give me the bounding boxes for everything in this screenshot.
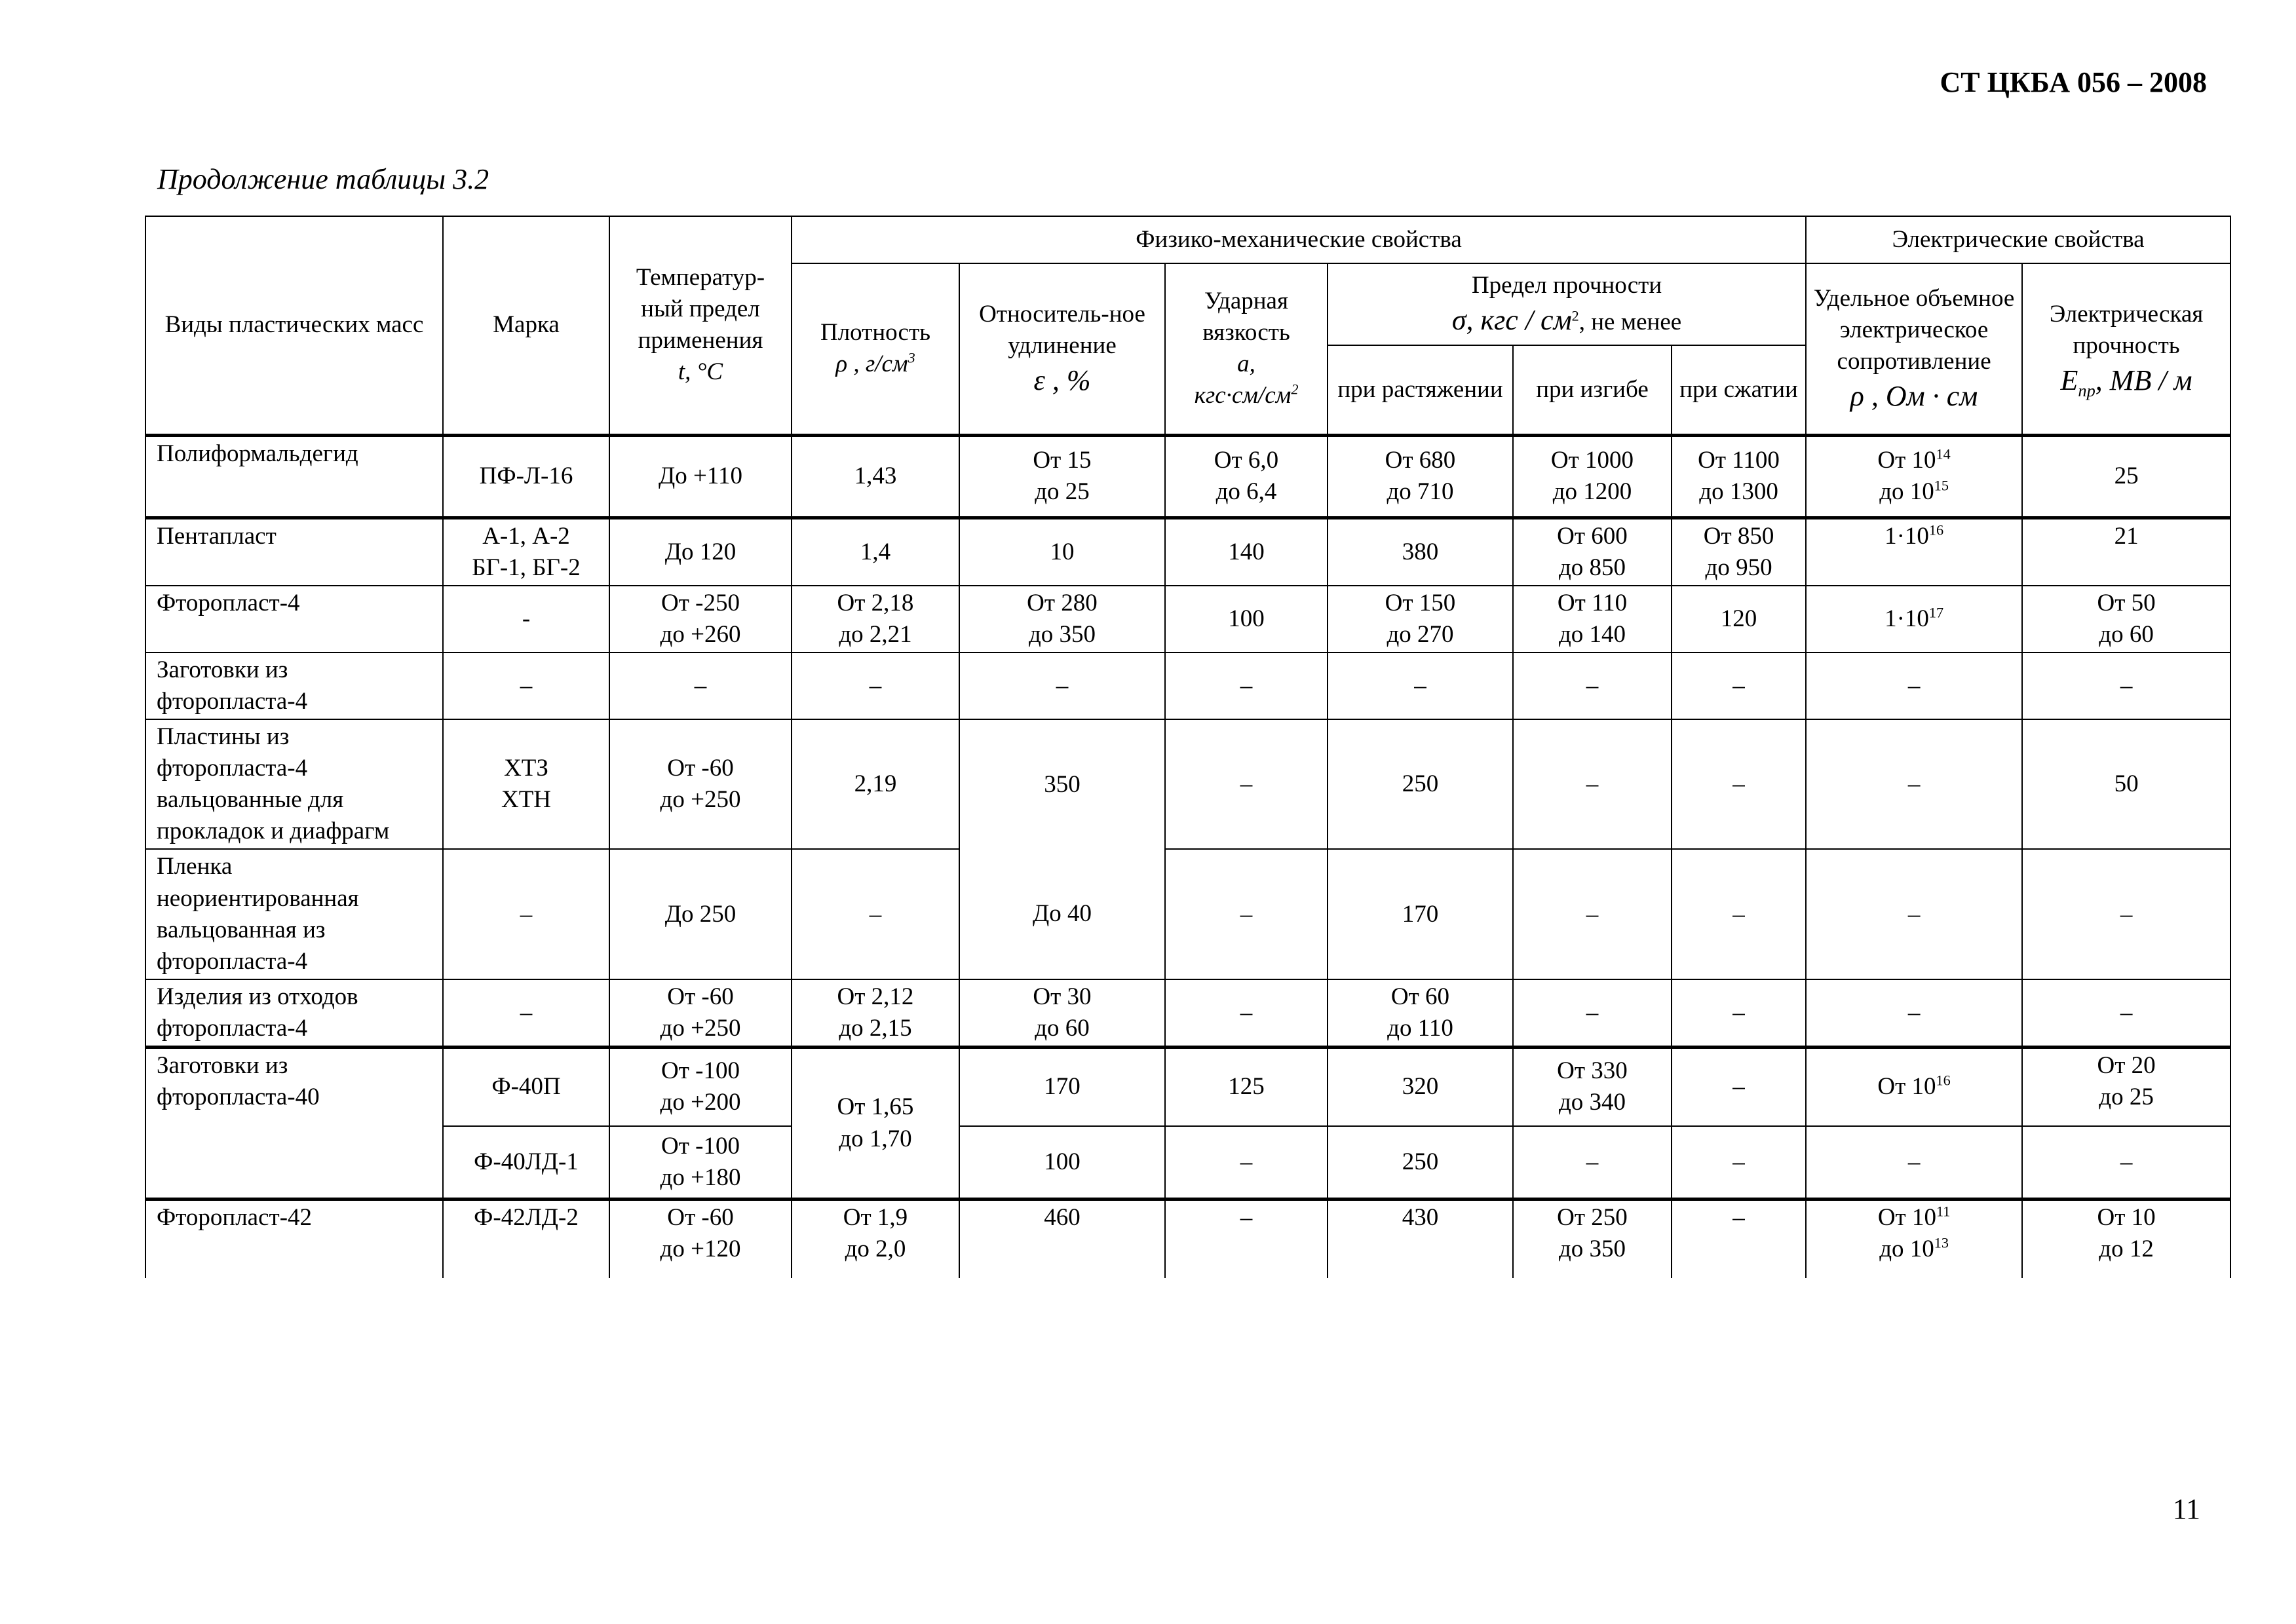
cell-compression: 120 [1672, 586, 1806, 652]
cell-elongation: От 15 до 25 [959, 435, 1165, 518]
header-strength-unit: σ, кгс / см [1451, 303, 1572, 336]
cell-density: – [792, 652, 959, 719]
cell-bending: От 330 до 340 [1513, 1048, 1672, 1126]
cell-resistivity: От $10^{11}$ до $10^{13}$ [1806, 1199, 2022, 1278]
cell-compression: – [1672, 1199, 1806, 1278]
header-bending: при изгибе [1513, 345, 1672, 435]
cell-elongation: 100 [959, 1126, 1165, 1199]
cell-compression: От 850 до 950 [1672, 518, 1806, 586]
header-impact: Ударная вязкость а, $кгс\cdot см/см^2$ [1165, 263, 1328, 435]
cell-bending: От 250 до 350 [1513, 1199, 1672, 1278]
cell-impact: – [1165, 719, 1328, 849]
cell-brand: – [443, 652, 609, 719]
cell-type: Полиформальдегид [145, 435, 443, 518]
cell-impact: – [1165, 652, 1328, 719]
table-row [145, 586, 2230, 652]
cell-resistivity: – [1806, 719, 2022, 849]
header-elec-strength: Электрическая прочность $E_{пр}$, MB / м [2022, 263, 2230, 435]
header-type: Виды пластических масс [145, 216, 443, 435]
cell-impact: – [1165, 849, 1328, 979]
header-resistivity-unit: ρ , Ом · см [1850, 379, 1978, 412]
cell-impact: 140 [1165, 518, 1328, 586]
cell-temp: До +110 [609, 435, 792, 518]
cell-brand: А-1, А-2 БГ-1, БГ-2 [443, 518, 609, 586]
cell-impact: 125 [1165, 1048, 1328, 1126]
cell-temp: От -100 до +200 [609, 1048, 792, 1126]
cell-density: От 1,9 до 2,0 [792, 1199, 959, 1278]
cell-density: 1,43 [792, 435, 959, 518]
cell-elec-strength: – [2022, 1126, 2230, 1199]
cell-temp: До 120 [609, 518, 792, 586]
cell-density: От 1,65 до 1,70 [792, 1048, 959, 1199]
cell-tension: 250 [1328, 1126, 1513, 1199]
table-row [145, 979, 2230, 1048]
header-elec-strength-symbol: E [2060, 364, 2078, 396]
header-impact-unit: кгс·см/см [1194, 382, 1292, 409]
cell-elec-strength: От 20 до 25 [2022, 1048, 2230, 1126]
cell-compression: – [1672, 652, 1806, 719]
table-row [145, 518, 2230, 586]
cell-elec-strength: От 50 до 60 [2022, 586, 2230, 652]
cell-tension: – [1328, 652, 1513, 719]
cell-bending: От 1000 до 1200 [1513, 435, 1672, 518]
cell-temp: От -250 до +260 [609, 586, 792, 652]
table-row [145, 435, 2230, 518]
cell-temp: – [609, 652, 792, 719]
cell-bending: От 110 до 140 [1513, 586, 1672, 652]
cell-compression: – [1672, 1048, 1806, 1126]
header-tension: при растяжении [1328, 345, 1513, 435]
cell-tension: От 150 до 270 [1328, 586, 1513, 652]
cell-tension: 250 [1328, 719, 1513, 849]
cell-resistivity: От $10^{16}$ [1806, 1048, 2022, 1126]
cell-bending: – [1513, 719, 1672, 849]
cell-density: От 2,12 до 2,15 [792, 979, 959, 1048]
header-compression: при сжатии [1672, 345, 1806, 435]
cell-resistivity: – [1806, 652, 2022, 719]
header-impact-symbol: а, [1237, 350, 1255, 378]
cell-temp: До 250 [609, 849, 792, 979]
cell-elec-strength: 50 [2022, 719, 2230, 849]
page-number: 11 [2172, 1493, 2200, 1525]
cell-density: 2,19 [792, 719, 959, 849]
table-row [145, 1199, 2230, 1278]
cell-density: 1,4 [792, 518, 959, 586]
header-temp-unit: t, °С [678, 358, 723, 386]
cell-type: Фторопласт-42 [145, 1199, 443, 1278]
cell-impact: – [1165, 1126, 1328, 1199]
cell-temp: От -60 до +120 [609, 1199, 792, 1278]
cell-density: От 2,18 до 2,21 [792, 586, 959, 652]
cell-compression: – [1672, 979, 1806, 1048]
cell-compression: – [1672, 849, 1806, 979]
table-row [145, 719, 2230, 849]
cell-resistivity: – [1806, 1126, 2022, 1199]
cell-brand: Ф-40П [443, 1048, 609, 1126]
cell-impact: От 6,0 до 6,4 [1165, 435, 1328, 518]
cell-resistivity: – [1806, 979, 2022, 1048]
cell-elec-strength: 25 [2022, 435, 2230, 518]
table-row [145, 849, 2230, 979]
cell-density: – [792, 849, 959, 979]
cell-tension: 170 [1328, 849, 1513, 979]
table-row [145, 1048, 2230, 1126]
cell-resistivity: $1\cdot 10^{17}$ [1806, 586, 2022, 652]
cell-elongation: От 30 до 60 [959, 979, 1165, 1048]
cell-bending: – [1513, 849, 1672, 979]
cell-elongation: 460 [959, 1199, 1165, 1278]
header-density: Плотность ρ , $г/см^3$ [792, 263, 959, 435]
table-caption: Продолжение таблицы 3.2 [157, 163, 489, 195]
cell-bending: – [1513, 652, 1672, 719]
cell-brand: Ф-42ЛД-2 [443, 1199, 609, 1278]
cell-impact: 100 [1165, 586, 1328, 652]
cell-type: Изделия из отходов фторопласта-4 [145, 979, 443, 1048]
table-row [145, 1126, 2230, 1199]
cell-elec-strength: – [2022, 652, 2230, 719]
header-phys-group: Физико-механические свойства [792, 216, 1806, 263]
cell-type: Заготовки из фторопласта-40 [145, 1048, 443, 1199]
header-elongation-unit: ε , % [1033, 364, 1091, 396]
cell-type: Фторопласт-4 [145, 586, 443, 652]
cell-compression: – [1672, 719, 1806, 849]
cell-temp: От -60 до +250 [609, 719, 792, 849]
cell-tension: От 680 до 710 [1328, 435, 1513, 518]
header-density-unit: ρ , г/см [835, 350, 908, 378]
cell-bending: От 600 до 850 [1513, 518, 1672, 586]
cell-elongation: 350 [959, 719, 1165, 849]
cell-temp: От -100 до +180 [609, 1126, 792, 1199]
cell-compression: От 1100 до 1300 [1672, 435, 1806, 518]
cell-elongation: – [959, 652, 1165, 719]
cell-elongation: 170 [959, 1048, 1165, 1126]
cell-resistivity: – [1806, 849, 2022, 979]
cell-elongation: 10 [959, 518, 1165, 586]
properties-table [145, 216, 2231, 1278]
cell-brand: - [443, 586, 609, 652]
cell-resistivity: $1\cdot 10^{16}$ [1806, 518, 2022, 586]
cell-type: Пластины из фторопласта-4 вальцованные для прокладок и диафрагм [145, 719, 443, 849]
cell-resistivity: От $10^{14}$ до $10^{15}$ [1806, 435, 2022, 518]
table-row [145, 652, 2230, 719]
document-code: СТ ЦКБА 056 – 2008 [1940, 66, 2207, 98]
cell-elec-strength: От 10 до 12 [2022, 1199, 2230, 1278]
cell-brand: – [443, 979, 609, 1048]
header-resistivity: Удельное объемное электрическое сопротивление ρ , Ом · см [1806, 263, 2022, 435]
cell-impact: – [1165, 1199, 1328, 1278]
cell-brand: – [443, 849, 609, 979]
cell-compression: – [1672, 1126, 1806, 1199]
cell-tension: 430 [1328, 1199, 1513, 1278]
cell-elongation: До 40 [959, 849, 1165, 979]
cell-tension: От 60 до 110 [1328, 979, 1513, 1048]
cell-type: Пентапласт [145, 518, 443, 586]
cell-elec-strength: 21 [2022, 518, 2230, 586]
header-elongation: Относитель-ное удлинение ε , % [959, 263, 1165, 435]
cell-elec-strength: – [2022, 849, 2230, 979]
header-elec-group: Электрические свойства [1806, 216, 2230, 263]
header-strength: Предел прочности σ, кгс / $см^2$, не менее [1328, 263, 1806, 345]
cell-impact: – [1165, 979, 1328, 1048]
cell-bending: – [1513, 1126, 1672, 1199]
header-temp: Температур-ный предел применения t, °С [609, 216, 792, 435]
cell-type: Заготовки из фторопласта-4 [145, 652, 443, 719]
cell-brand: Ф-40ЛД-1 [443, 1126, 609, 1199]
cell-temp: От -60 до +250 [609, 979, 792, 1048]
cell-brand: ПФ-Л-16 [443, 435, 609, 518]
header-brand: Марка [443, 216, 609, 435]
cell-tension: 380 [1328, 518, 1513, 586]
cell-tension: 320 [1328, 1048, 1513, 1126]
cell-elongation: От 280 до 350 [959, 586, 1165, 652]
cell-bending: – [1513, 979, 1672, 1048]
cell-elec-strength: – [2022, 979, 2230, 1048]
cell-brand: ХТЗ ХТН [443, 719, 609, 849]
cell-type: Пленка неориентированная вальцованная из фторопласта-4 [145, 849, 443, 979]
